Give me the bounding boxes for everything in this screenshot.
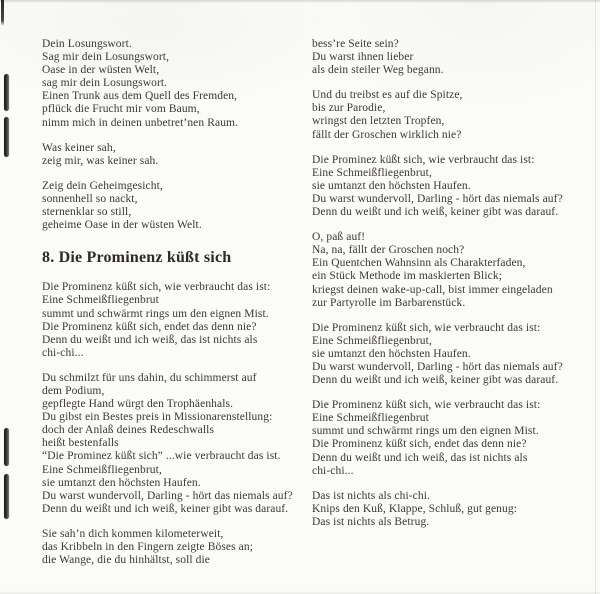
lyrics-stanza xyxy=(312,399,584,478)
lyrics-column-left xyxy=(42,38,304,579)
lyrics-line: “Die Prominez küßt sich” ...wie verbraucht das ist. xyxy=(42,450,281,463)
lyrics-line: chi-chi... xyxy=(42,346,84,359)
lyrics-line: Dein Losungswort. xyxy=(42,38,132,50)
lyrics-line: doch der Anlaß deines Redeschwalls xyxy=(42,424,215,437)
lyrics-line: gepflegte Hand würgt den Trophäenhals. xyxy=(42,398,234,411)
lyrics-stanza xyxy=(42,528,304,567)
lyrics-line: Knips den Kuß, Klappe, Schluß, gut genug: xyxy=(312,502,518,515)
lyrics-line: wringst den letzten Tropfen, xyxy=(312,115,445,128)
lyrics-line: sternenklar so still, xyxy=(42,206,132,219)
lyrics-stanza xyxy=(312,322,584,387)
spine-corner-mark xyxy=(1,0,4,26)
lyrics-line: Oase in der wüsten Welt, xyxy=(42,64,160,77)
lyrics-line: Du warst wundervoll, Darling - hört das niemals auf? xyxy=(42,489,293,502)
lyrics-line: Du warst wundervoll, Darling - hört das niemals auf? xyxy=(312,192,563,205)
lyrics-line: Du warst wundervoll, Darling - hört das niemals auf? xyxy=(312,360,563,373)
staple-icon xyxy=(4,117,9,157)
lyrics-stanza xyxy=(312,38,584,77)
lyrics-stanza xyxy=(42,142,304,168)
lyrics-line: bess’re Seite sein? xyxy=(312,38,399,50)
lyrics-line: Eine Schmeißfliegenbrut xyxy=(42,294,159,307)
lyrics-stanza xyxy=(42,372,304,516)
lyrics-line: summt und schwärmt rings um den eignen Mist. xyxy=(312,425,539,438)
lyrics-line: geheime Oase in der wüsten Welt. xyxy=(42,219,202,232)
lyrics-stanza xyxy=(312,89,584,141)
lyrics-line: kriegst deinen wake-up-call, bist immer eingeladen xyxy=(312,283,553,296)
lyrics-line: dem Podium, xyxy=(42,384,105,397)
lyrics-line: summt und schwärmt rings um den eignen Mist. xyxy=(42,307,269,320)
lyrics-stanza xyxy=(312,231,584,310)
lyrics-line: zur Partyrolle im Barbarenstück. xyxy=(312,296,466,309)
lyrics-stanza xyxy=(42,180,304,232)
lyrics-line: Was keiner sah, xyxy=(42,141,116,154)
scan-right-edge-line xyxy=(595,0,596,594)
lyrics-line: sie umtanzt den höchsten Haufen. xyxy=(312,347,471,360)
lyrics-line: Denn du weißt und ich weiß, keiner gibt was darauf. xyxy=(42,502,289,515)
lyrics-line: chi-chi... xyxy=(312,464,354,477)
lyrics-line: Eine Schmeißfliegenbrut, xyxy=(312,334,432,347)
scan-top-edge-shadow xyxy=(0,0,600,3)
lyrics-line: Die Prominenz küßt sich, endet das denn nie? xyxy=(42,320,257,333)
lyrics-line: Denn du weißt und ich weiß, keiner gibt was darauf. xyxy=(312,206,559,219)
lyrics-line: sonnenhell so nackt, xyxy=(42,192,138,205)
lyrics-stanza xyxy=(42,281,304,360)
lyrics-line: Die Prominez küßt sich, wie verbraucht das ist: xyxy=(312,153,535,166)
lyrics-line: Die Prominenz küßt sich, wie verbraucht das ist: xyxy=(42,281,271,294)
lyrics-line: die Wange, die du hinhältst, soll die xyxy=(42,554,211,567)
lyrics-line: sie umtanzt den höchsten Haufen. xyxy=(312,179,471,192)
lyrics-line: Denn du weißt und ich weiß, das ist nichts als xyxy=(42,333,258,346)
lyrics-line: sag mir dein Losungswort. xyxy=(42,77,168,90)
lyrics-line: sie umtanzt den höchsten Haufen. xyxy=(42,476,201,489)
lyrics-line: Und du treibst es auf die Spitze, xyxy=(312,89,463,102)
lyrics-stanza xyxy=(312,154,584,219)
lyrics-line: Die Prominenz küßt sich, wie verbraucht das ist: xyxy=(312,321,541,334)
lyrics-line: Sie sah’n dich kommen kilometerweit, xyxy=(42,527,224,540)
lyrics-stanza xyxy=(42,38,304,130)
lyrics-line: O, paß auf! xyxy=(312,231,366,244)
lyrics-line: Das ist nichts als chi-chi. xyxy=(312,489,430,502)
song-title-heading: 8. Die Prominenz küßt sich xyxy=(42,249,232,267)
lyrics-column-right xyxy=(312,38,584,541)
lyrics-line: zeig mir, was keiner sah. xyxy=(42,154,159,167)
lyrics-line: heißt bestenfalls xyxy=(42,437,119,450)
lyrics-line: Denn du weißt und ich weiß, das ist nichts als xyxy=(312,451,528,464)
lyrics-line: Das ist nichts als Betrug. xyxy=(312,515,430,528)
lyrics-line: Ein Quentchen Wahnsinn als Charakterfaden, xyxy=(312,257,526,270)
lyrics-line: Na, na, fällt der Groschen noch? xyxy=(312,244,465,257)
lyrics-line: Die Prominenz küßt sich, wie verbraucht das ist: xyxy=(312,399,541,412)
lyrics-line: Sag mir dein Losungswort, xyxy=(42,51,170,64)
lyrics-line: Eine Schmeißfliegenbrut xyxy=(312,412,429,425)
lyrics-line: fällt der Groschen wirklich nie? xyxy=(312,128,462,141)
lyrics-line: als dein steiler Weg begann. xyxy=(312,64,444,77)
lyrics-line: Denn du weißt und ich weiß, keiner gibt was darauf. xyxy=(312,374,559,387)
lyrics-stanza xyxy=(312,490,584,529)
staple-icon xyxy=(4,428,9,466)
lyrics-line: nimm mich in deinen unbetret’nen Raum. xyxy=(42,116,239,129)
lyrics-line: pflück die Frucht mir vom Baum, xyxy=(42,103,200,116)
lyrics-line: Du schmilzt für uns dahin, du schimmerst auf xyxy=(42,371,257,384)
lyrics-line: Du warst ihnen lieber xyxy=(312,51,414,64)
staple-icon xyxy=(4,474,9,519)
lyrics-line: Eine Schmeißfliegenbrut, xyxy=(312,166,432,179)
lyrics-line: ein Stück Methode im maskierten Blick; xyxy=(312,270,503,283)
lyrics-line: Einen Trunk aus dem Quell des Fremden, xyxy=(42,90,238,103)
lyrics-line: Du gibst ein Bestes preis in Missionarenstellung: xyxy=(42,411,273,424)
lyrics-line: das Kribbeln in den Fingern zeigte Böses an; xyxy=(42,541,254,553)
staple-icon xyxy=(4,74,9,111)
lyrics-line: Eine Schmeißfliegenbrut, xyxy=(42,463,162,476)
lyrics-line: Die Prominenz küßt sich, endet das denn nie? xyxy=(312,438,527,451)
lyrics-line: Zeig dein Geheimgesicht, xyxy=(42,179,163,192)
lyrics-line: bis zur Parodie, xyxy=(312,102,386,115)
